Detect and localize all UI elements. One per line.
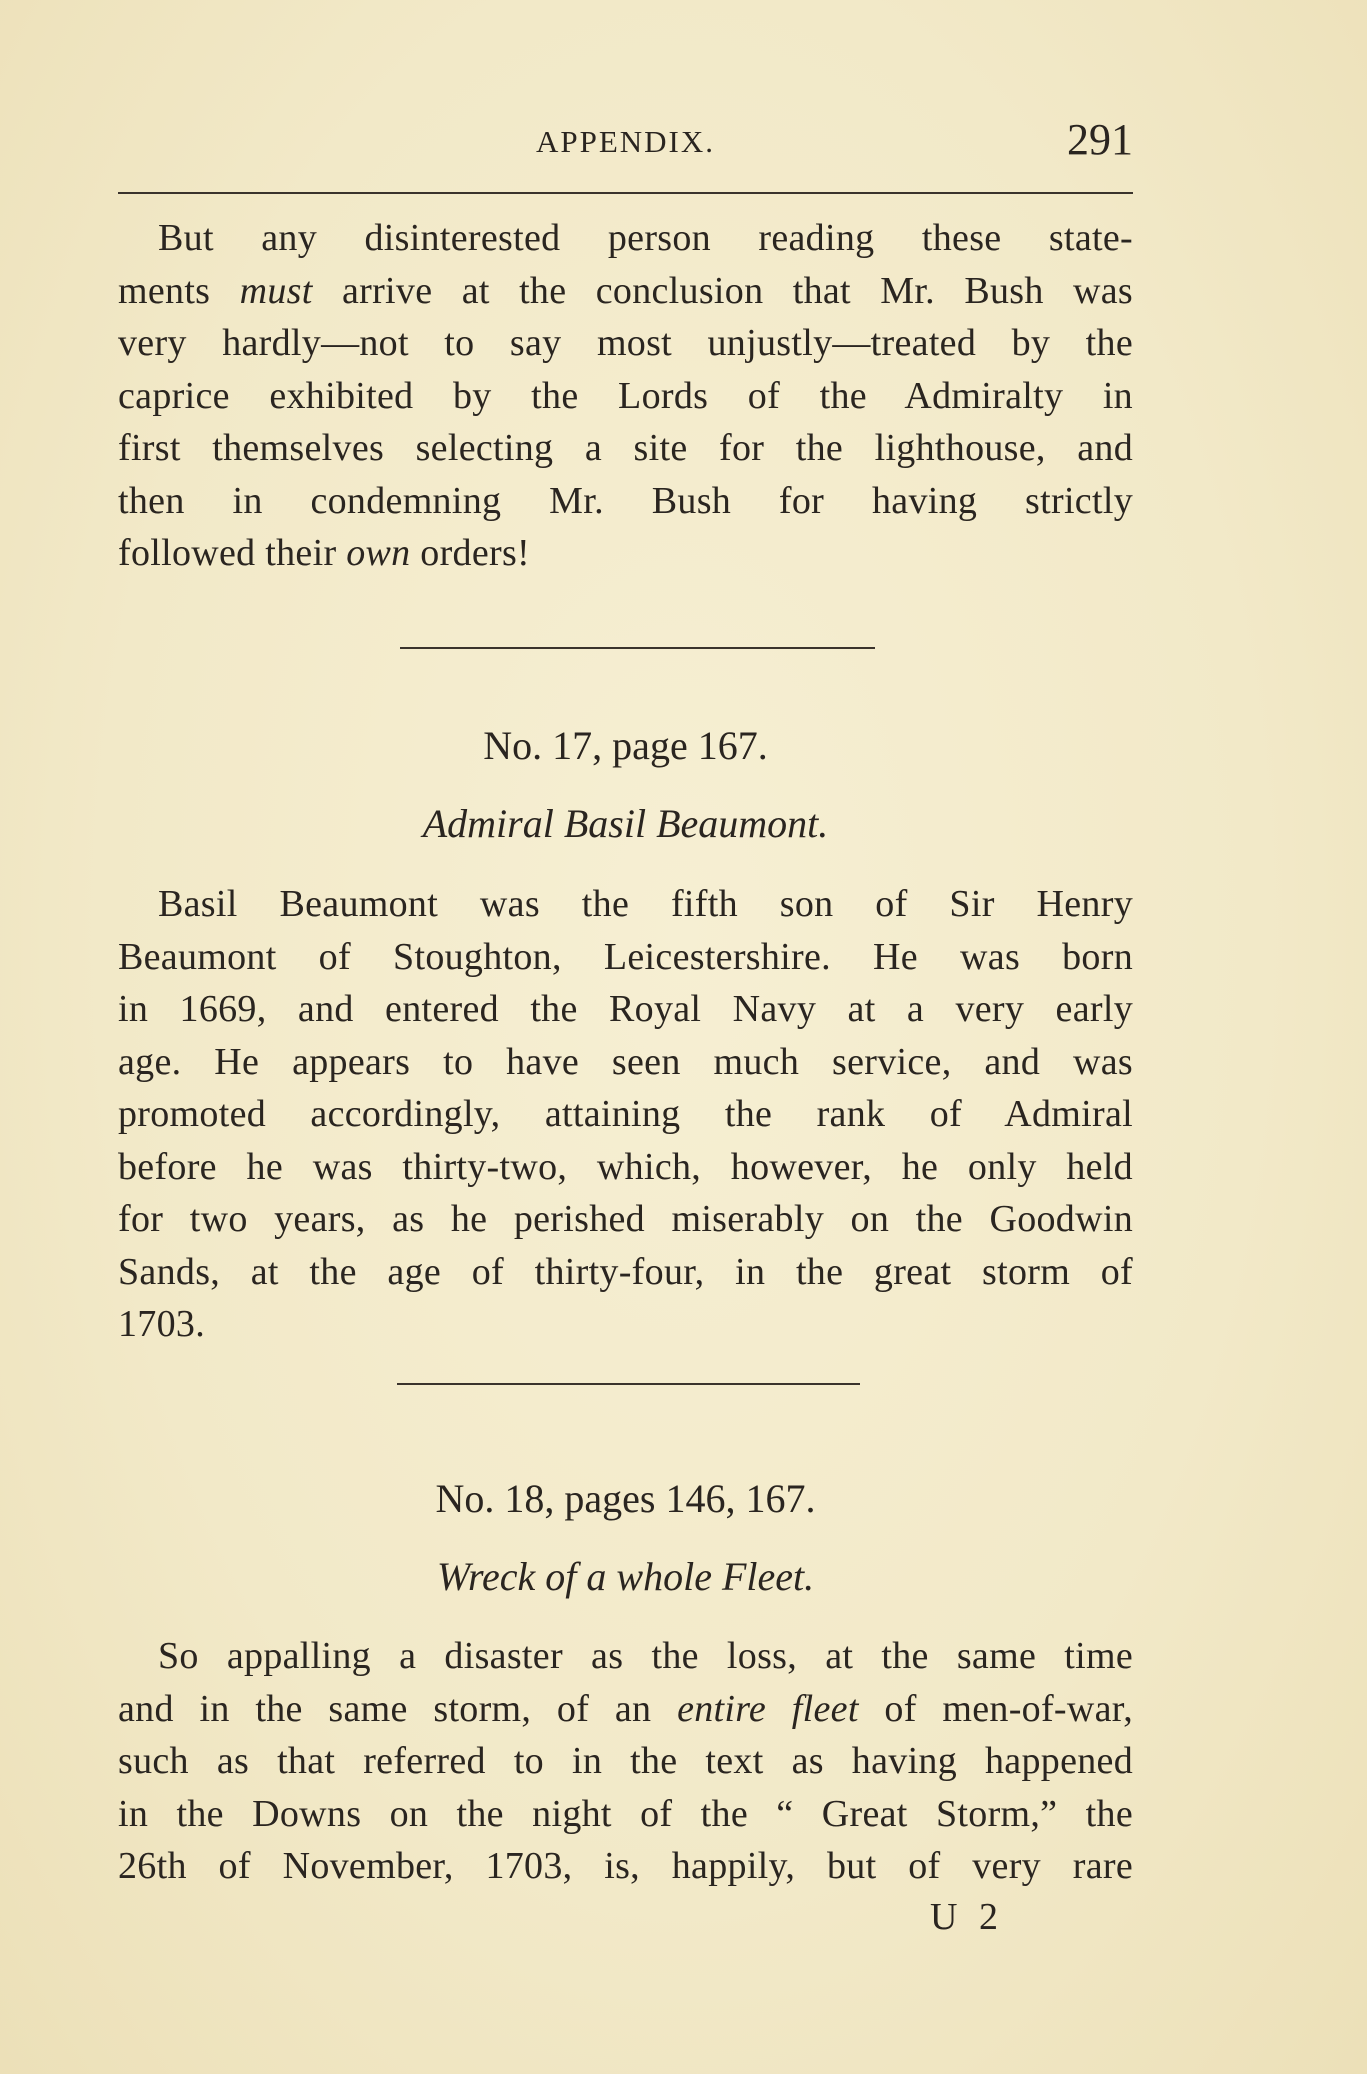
section-18-heading: No. 18, pages 146, 167. [435,1476,816,1521]
emphasis: entire fleet [677,1687,859,1730]
running-header [118,112,1133,172]
section-divider [400,647,875,649]
text-line: So appalling a disaster as the loss, at the same time [158,1635,1133,1677]
text-line: But any disinterested person reading these state- [158,217,1133,259]
text-line: caprice exhibited by the Lords of the Admiralty in [118,374,1133,417]
signature-mark: U 2 [930,1896,1004,1938]
text-line: age. He appears to have seen much service, and was [118,1040,1133,1083]
text-line: first themselves selecting a site for the lighthouse, and [118,427,1133,469]
section-17-paragraph [118,878,1133,1351]
section-17-subheading: Admiral Basil Beaumont. [422,801,829,846]
section-18-paragraph [118,1630,1133,1893]
header-rule [118,192,1133,194]
text-line: before he was thirty-two, which, however, he only held [118,1145,1133,1188]
text-line: in the Downs on the night of the “ Great Storm,” the [118,1792,1133,1835]
page-number: 291 [1067,115,1133,164]
text-line: such as that referred to in the text as having happened [118,1740,1133,1782]
text-line: Basil Beaumont was the fifth son of Sir Henry [158,883,1133,925]
emphasis: own [346,532,411,574]
text-line: 1703. [118,1303,205,1345]
text-line: then in condemning Mr. Bush for having strictly [118,479,1133,522]
section-divider [397,1383,860,1385]
text-line-with-emphasis: and in the same storm, of an entire fleet of men-of-war, [118,1687,1133,1730]
text-line: in 1669, and entered the Royal Navy at a very early [118,988,1133,1030]
text-line: Beaumont of Stoughton, Leicestershire. He was born [118,935,1133,978]
text-line-with-emphasis: followed their own orders! [118,532,530,574]
text-line: for two years, as he perished miserably on the Goodwin [118,1198,1133,1240]
text-line: very hardly—not to say most unjustly—treated by the [118,322,1133,364]
emphasis: must [239,269,313,312]
text-line: promoted accordingly, attaining the rank of Admiral [118,1093,1133,1135]
text-line: Sands, at the age of thirty-four, in the great storm of [118,1250,1133,1293]
text-line: 26th of November, 1703, is, happily, but of very rare [118,1845,1133,1887]
section-17-heading: No. 17, page 167. [483,723,768,768]
text-line-with-emphasis: ments must arrive at the conclusion that Mr. Bush was [118,269,1133,312]
section-18-subheading: Wreck of a whole Fleet. [436,1554,815,1599]
intro-paragraph [118,212,1133,580]
running-title: APPENDIX. [535,124,716,159]
